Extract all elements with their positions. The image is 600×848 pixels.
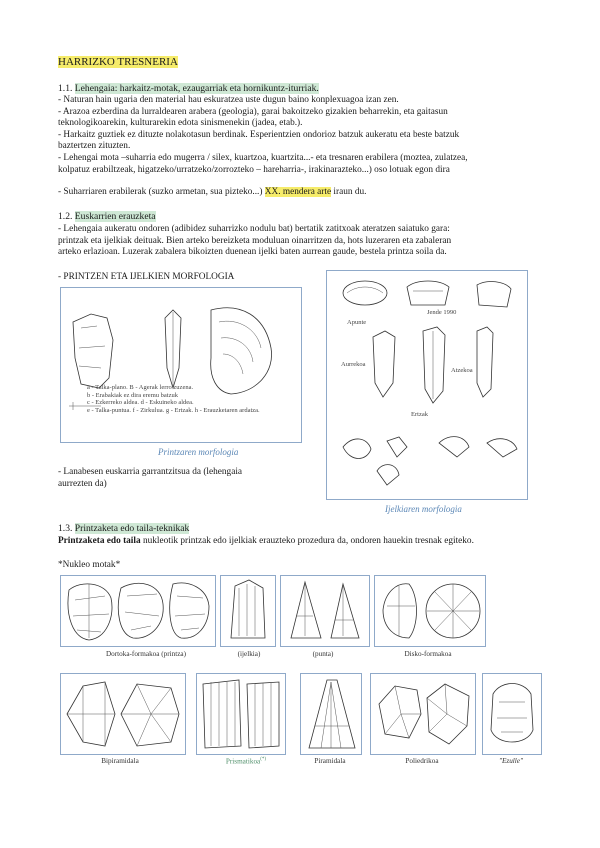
polyhedral-core-drawing: [371, 674, 475, 754]
blade-label-5: Ertzak: [411, 411, 428, 418]
ezulle-core-drawing: [483, 674, 541, 754]
section-1-3-definition: Printzaketa edo taila nukleotik printzak edo ijelkiak erauzteko prozedura da, ondoren hauekin tresnak egiteko.: [58, 536, 474, 546]
flake-legend: a - Talka-plano. B - Agerak lerro zuzena. b - Erabakiak ez dira eremu batzuk c - Ezkerreko aldea. d - Eskuineko aldea. e - Talka-puntua. f - Zirkulua. g - Ertzak. h - Erauzketaren ardatza.: [87, 384, 260, 414]
label-disc: Disko-formakoa: [404, 650, 452, 658]
blade-label-2: Jende 1990: [427, 309, 457, 316]
label-polyhedral: Poliedrikoa: [405, 757, 439, 765]
nucleus-bipyramidal: [60, 673, 186, 755]
blade-label-4: Atzekoa: [451, 367, 473, 374]
nucleo-title: *Nukleo motak*: [58, 560, 121, 570]
flake-morphology-figure: [60, 287, 302, 443]
section-1-2-heading: 1.2. Euskarrien erauzketa: [58, 211, 156, 222]
label-tortoise: Dortoka-formakoa (printza): [105, 650, 187, 658]
nucleus-point: [280, 575, 370, 647]
nucleus-pyramidal: [300, 673, 362, 755]
page-title: HARRIZKO TRESNERIA: [58, 56, 178, 68]
nucleus-prismatic: [196, 673, 286, 755]
prismatic-core-drawing: [197, 674, 285, 754]
nucleus-ezulle: [482, 673, 542, 755]
section-1-3-heading: 1.3. Printzaketa edo taila-teknikak: [58, 523, 190, 534]
flake-drawing: [61, 288, 301, 442]
label-blade: (ijelkia): [237, 650, 261, 658]
nucleus-blade: [220, 575, 276, 647]
label-bipyramidal: Bipiramidala: [101, 757, 139, 765]
section-1-2-body: - Lehengaia aukeratu ondoren (adibidez suharrizko nodulu bat) bertatik zatitxoak ateratzen saiatuko gara: printzak eta ijelkiak deituak. Bien arteko bereizketa moduluan oinarritzen da, hots luzeraren eta zabaleran arteko erlazioan. Luzerak zabalera bikoizten duenean ijelki baten aurrean gaude, bestela printza soila da.: [58, 224, 452, 258]
blade-label-3: Aurrekoa: [341, 361, 366, 368]
point-core-drawing: [281, 576, 369, 646]
tortoise-core-drawing: [61, 576, 215, 646]
nucleus-polyhedral: [370, 673, 476, 755]
blade-caption: Ijelkiaren morfologia: [385, 504, 462, 514]
blade-label-1: Apunte: [347, 319, 367, 326]
flake-caption: Printzaren morfologia: [158, 447, 239, 457]
blade-drawing: [327, 271, 527, 499]
blade-morphology-figure: [326, 270, 528, 500]
label-point: (punta): [312, 650, 334, 658]
section-1-1-body: - Naturan hain ugaria den material hau eskuratzea uste dugun baino konplexuagoa izan zen. - Arazoa ezberdina da lurraldearen arabera (geologia), garai bakoitzeko gizakien beharrekin, eta gaitasun teknologikoarekin, kulturarekin edota sinismenekin (jadea, etab.). - Harkaitz guztiek ez dituzte nolakotasun berdinak. Esperientzien ondorioz batzuk aukeratu eta beste batzuk baztertzen zituzten. - Lehengai mota –suharria edo mugerra / silex, kuartzoa, kuartzita...- eta tresnaren erabilera (moztea, zulatzea, kolpatuz erabiltzeak, higatzeko/urratzeko/zorrozteko – hareharria-, irakinarazteko...) oso lotuak egon dira - Suharriaren erabilerak (suzko armetan, sua pizteko...) XX. mendera arte iraun du.: [58, 95, 468, 198]
morphology-heading: - PRINTZEN ETA IJELKIEN MORFOLOGIA: [58, 272, 235, 282]
nucleus-tortoise: [60, 575, 216, 647]
label-ezulle: "Ezulle": [498, 757, 523, 765]
bipyramidal-core-drawing: [61, 674, 185, 754]
disc-core-drawing: [375, 576, 485, 646]
section-1-1-heading: 1.1. Lehengaia: harkaitz-motak, ezaugarriak eta hornikuntz-iturriak.: [58, 83, 319, 94]
nucleus-disc: [374, 575, 486, 647]
label-pyramidal: Piramidala: [314, 757, 346, 765]
blade-core-drawing: [221, 576, 275, 646]
support-note: - Lanabesen euskarria garrantzitsua da (lehengaia aurrezten da): [58, 467, 243, 489]
label-prismatic: Prismatikoa(*): [225, 757, 267, 766]
pyramidal-core-drawing: [301, 674, 361, 754]
